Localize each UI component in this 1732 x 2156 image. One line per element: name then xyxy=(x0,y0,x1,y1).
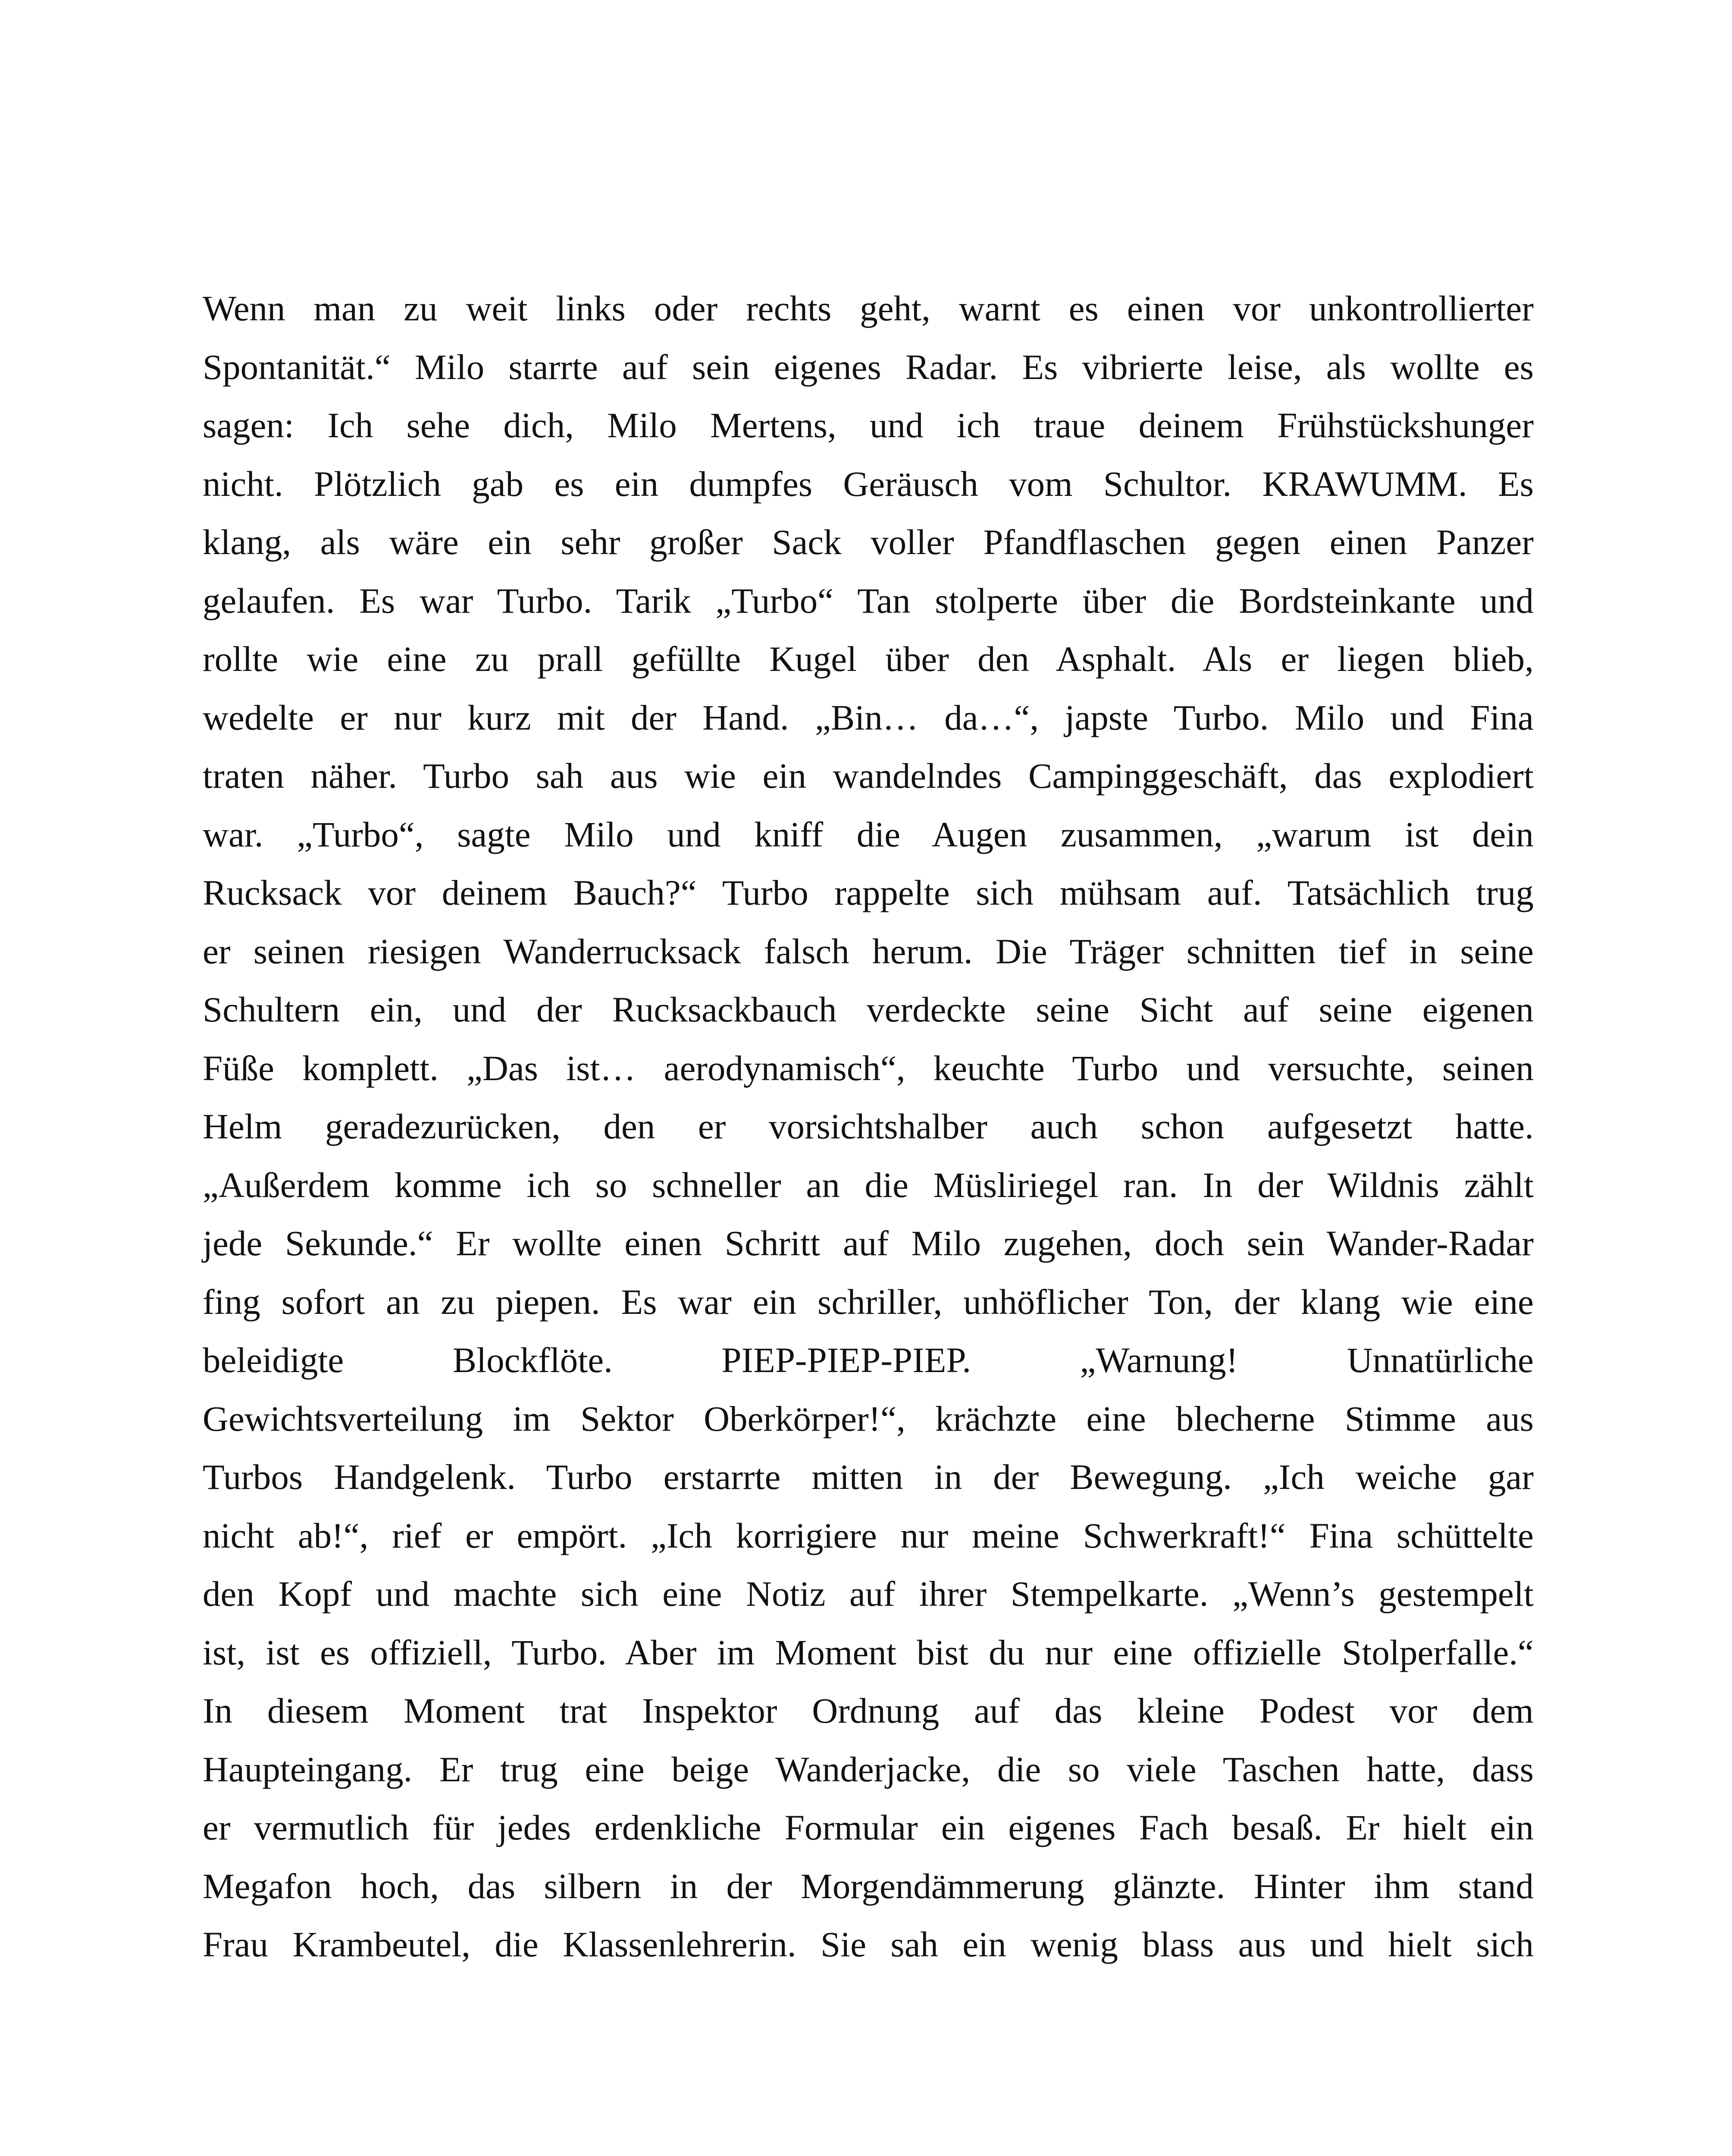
text-line: gelaufen. Es war Turbo. Tarik „Turbo“ Tan stolperte über die Bordsteinkante und xyxy=(203,580,1534,620)
text-line: Rucksack vor deinem Bauch?“ Turbo rappelte sich mühsam auf. Tatsächlich trug xyxy=(203,873,1534,912)
text-line: Gewichtsverteilung im Sektor Oberkörper!“, krächzte eine blecherne Stimme aus xyxy=(203,1398,1534,1438)
text-line: Spontanität.“ Milo starrte auf sein eigenes Radar. Es vibrierte leise, als wollte es xyxy=(203,347,1534,387)
text-line: jede Sekunde.“ Er wollte einen Schritt auf Milo zugehen, doch sein Wander-Radar xyxy=(203,1223,1534,1263)
text-line: Haupteingang. Er trug eine beige Wanderjacke, die so viele Taschen hatte, dass xyxy=(203,1749,1534,1789)
text-line: sagen: Ich sehe dich, Milo Mertens, und ich traue deinem Frühstückshunger xyxy=(203,405,1534,445)
text-line: ist, ist es offiziell, Turbo. Aber im Moment bist du nur eine offizielle Stolperfalle.“ xyxy=(203,1632,1534,1672)
text-line: Frau Krambeutel, die Klassenlehrerin. Sie sah ein wenig blass aus und hielt sich xyxy=(203,1924,1534,1964)
text-line: war. „Turbo“, sagte Milo und kniff die Augen zusammen, „warum ist dein xyxy=(203,814,1534,854)
text-line: nicht ab!“, rief er empört. „Ich korrigiere nur meine Schwerkraft!“ Fina schüttelte xyxy=(203,1515,1534,1555)
text-line: Wenn man zu weit links oder rechts geht, warnt es einen vor unkontrollierter xyxy=(203,288,1534,328)
text-line: Turbos Handgelenk. Turbo erstarrte mitten in der Bewegung. „Ich weiche gar xyxy=(203,1457,1534,1497)
text-line: fing sofort an zu piepen. Es war ein schriller, unhöflicher Ton, der klang wie eine xyxy=(203,1282,1534,1322)
text-line: „Außerdem komme ich so schneller an die Müsliriegel ran. In der Wildnis zählt xyxy=(203,1165,1534,1205)
text-line: er vermutlich für jedes erdenkliche Formular ein eigenes Fach besaß. Er hielt ein xyxy=(203,1808,1534,1847)
text-line: klang, als wäre ein sehr großer Sack voller Pfandflaschen gegen einen Panzer xyxy=(203,522,1534,562)
text-line: den Kopf und machte sich eine Notiz auf ihrer Stempelkarte. „Wenn’s gestempelt xyxy=(203,1574,1534,1614)
text-line: Füße komplett. „Das ist… aerodynamisch“, keuchte Turbo und versuchte, seinen xyxy=(203,1048,1534,1088)
text-line: beleidigte Blockflöte. PIEP-PIEP-PIEP. „Warnung! Unnatürliche xyxy=(203,1340,1534,1380)
body-text xyxy=(203,279,1534,1974)
text-line: nicht. Plötzlich gab es ein dumpfes Geräusch vom Schultor. KRAWUMM. Es xyxy=(203,464,1534,504)
text-line: Schultern ein, und der Rucksackbauch verdeckte seine Sicht auf seine eigenen xyxy=(203,990,1534,1029)
text-line: wedelte er nur kurz mit der Hand. „Bin… da…“, japste Turbo. Milo und Fina xyxy=(203,697,1534,737)
text-line: rollte wie eine zu prall gefüllte Kugel über den Asphalt. Als er liegen blieb, xyxy=(203,639,1534,679)
text-line: Megafon hoch, das silbern in der Morgendämmerung glänzte. Hinter ihm stand xyxy=(203,1866,1534,1906)
text-line: er seinen riesigen Wanderrucksack falsch herum. Die Träger schnitten tief in seine xyxy=(203,931,1534,971)
text-line: In diesem Moment trat Inspektor Ordnung auf das kleine Podest vor dem xyxy=(203,1691,1534,1730)
text-line: Helm geradezurücken, den er vorsichtshalber auch schon aufgesetzt hatte. xyxy=(203,1106,1534,1146)
text-line: traten näher. Turbo sah aus wie ein wandelndes Campinggeschäft, das explodiert xyxy=(203,756,1534,796)
